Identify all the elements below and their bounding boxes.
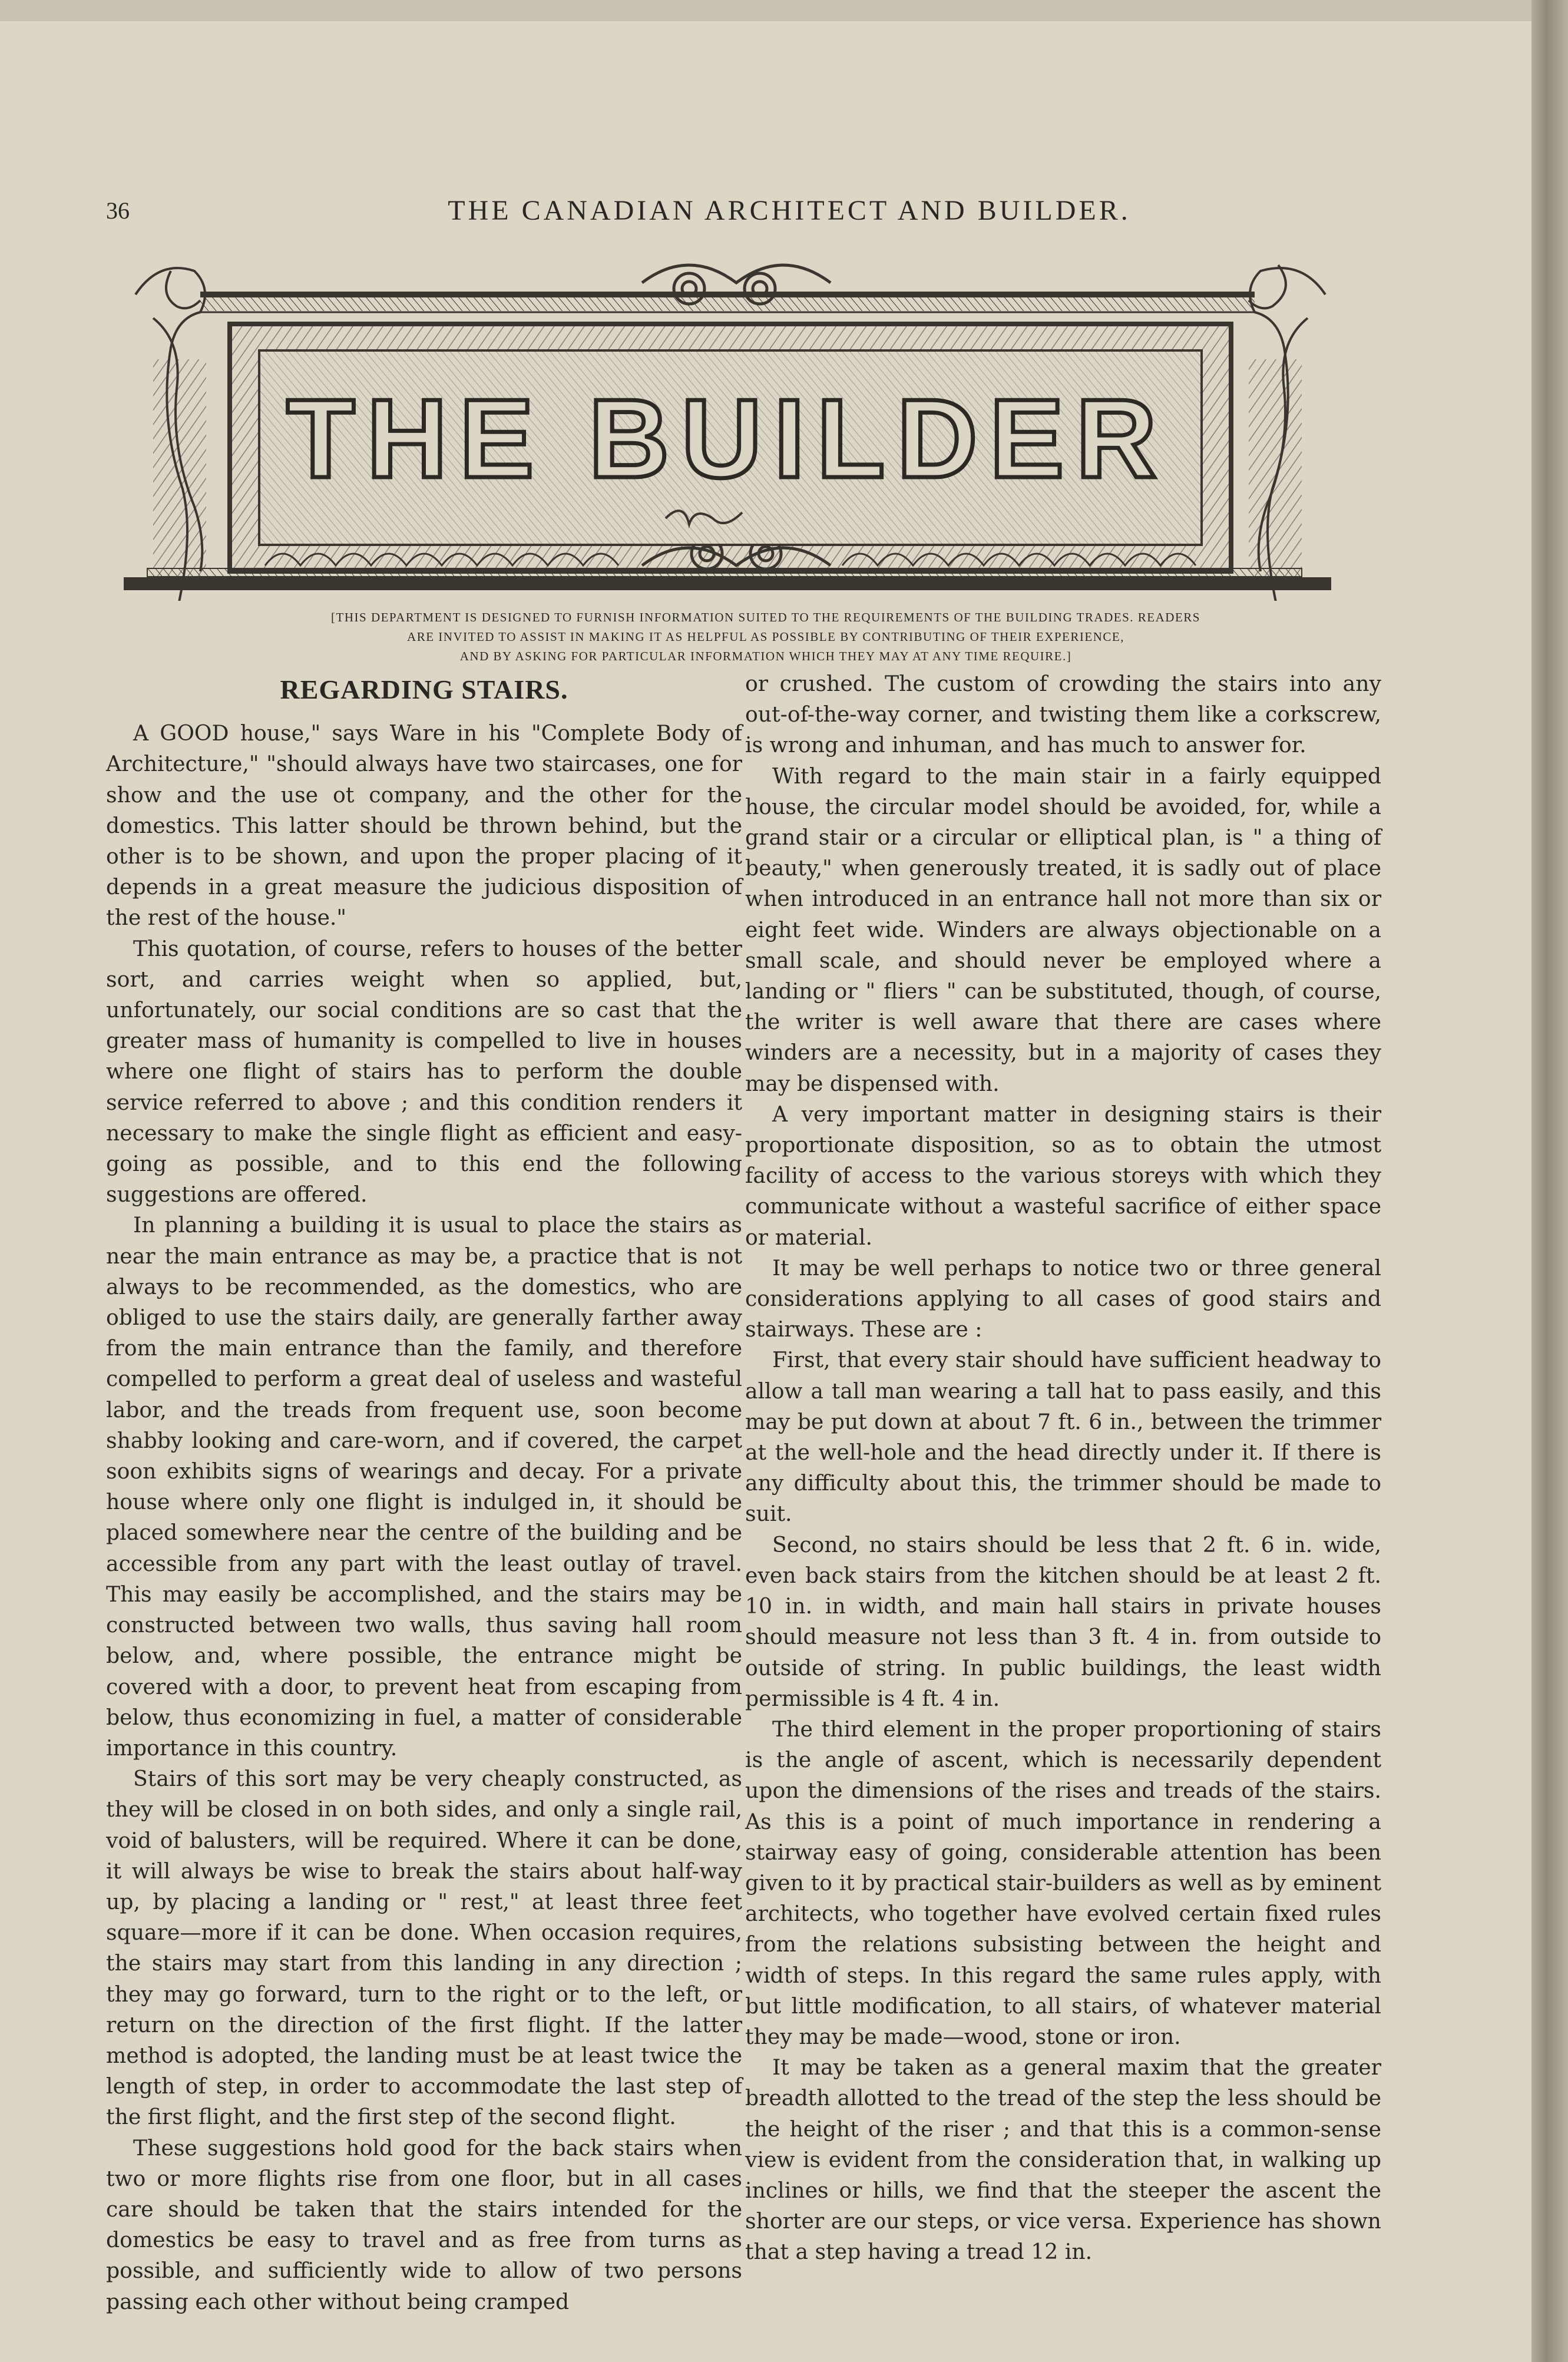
paragraph: In planning a building it is usual to place the stairs as near the main entrance as may be, a practice that is not always to be recommended, as the domestics, who are obliged to use the stairs daily, are generally farther away from the main entrance than the family, and therefore compelled to perform a great deal of useless and wasteful labor, and the treads from frequent use, soon become shabby looking and care-worn, and if covered, the carpet soon exhibits signs of wearings and decay. For a private house where only one flight is indulged in, it should be placed somewhere near the centre of the building and be accessible from any part with the least outlay of travel. This may easily be accomplished, and the stairs may be constructed between two walls, thus saving hall room below, and, where possible, the entrance might be covered with a door, to prevent heat from escaping from below, thus economizing in fuel, a matter of considerable importance in this country. xyxy=(106,1212,742,1761)
page-number: 36 xyxy=(106,197,130,224)
right-griffin-ornament xyxy=(1249,265,1325,601)
page-edge xyxy=(1531,0,1568,2362)
paragraph: A very important matter in designing stairs is their proportionate disposition, so as to obtain the utmost facility of access to the various storeys with which they communicate without a wasteful sacrifice of either space or material. xyxy=(745,1101,1381,1250)
paragraph: It may be well perhaps to notice two or three general considerations applying to all cases of good stairs and stairways. These are : xyxy=(745,1255,1381,1342)
banner-illustration xyxy=(112,224,1343,601)
department-note-line-1: [THIS DEPARTMENT IS DESIGNED TO FURNISH INFORMATION SUITED TO THE REQUIREMENTS OF THE BUILDING TRADES. READERS xyxy=(331,610,1200,624)
article-left-column xyxy=(106,669,742,2317)
paragraph: Second, no stairs should be less that 2 ft. 6 in. wide, even back stairs from the kitchen should be at least 2 ft. 10 in. in width, and main hall stairs in private houses should measure not less than 3 ft. 4 in. from outside to outside of string. In public buildings, the least width permissible is 4 ft. 4 in. xyxy=(745,1531,1381,1711)
paragraph: This quotation, of course, refers to houses of the better sort, and carries weight when so applied, but, unfortunately, our social conditions are so cast that the greater mass of humanity is compelled to live in houses where one flight of stairs has to perform the double service referred to above ; and this condition renders it necessary to make the single flight as efficient and easy-going as possible, and to this end the following suggestions are offered. xyxy=(106,935,742,1208)
paragraph-continued: or crushed. The custom of crowding the stairs into any out-of-the-way corner, and twisting them like a corkscrew, is wrong and inhuman, and has much to answer for. xyxy=(745,671,1381,758)
top-strip xyxy=(0,0,1568,21)
article-title: REGARDING STAIRS. xyxy=(280,674,568,704)
department-note-line-2: ARE INVITED TO ASSIST IN MAKING IT AS HELPFUL AS POSSIBLE BY CONTRIBUTING OF THEIR EXPERIENCE, xyxy=(407,630,1124,644)
department-note-line-3: AND BY ASKING FOR PARTICULAR INFORMATION WHICH THEY MAY AT ANY TIME REQUIRE.] xyxy=(459,649,1072,663)
paragraph: Stairs of this sort may be very cheaply constructed, as they will be closed in on both sides, and only a single rail, void of balusters, will be required. Where it can be done, it will always be wise to break the stairs about half-way up, by placing a landing or " rest," at least three feet square—more if it can be done. When occasion requires, the stairs may start from this landing in any direction ; they may go forward, turn to the right or to the left, or return on the direction of the first flight. If the latter method is adopted, the landing must be at least twice the length of step, in order to accommodate the last step of the first flight, and the first step of the second flight. xyxy=(106,1766,742,2130)
paragraph: The third element in the proper proportioning of stairs is the angle of ascent, which is necessarily dependent upon the dimensions of the rises and treads of the stairs. As this is a point of much importance in rendering a stairway easy of going, considerable attention has been given to it by practical stair-builders as well as by eminent architects, who together have evolved certain fixed rules from the relations subsisting between the height and width of steps. In this regard the same rules apply, with but little modification, to all stairs, of whatever material they may be made—wood, stone or iron. xyxy=(745,1716,1381,2049)
left-griffin-ornament xyxy=(135,268,206,601)
paragraph: First, that every stair should have sufficient headway to allow a tall man wearing a tall hat to pass easily, and this may be put down at about 7 ft. 6 in., between the trimmer at the well-hole and the head directly under it. If there is any difficulty about this, the trimmer should be made to suit. xyxy=(745,1347,1381,1527)
paragraph: It may be taken as a general maxim that the greater breadth allotted to the tread of the step the less should be the height of the riser ; and that this is a common-sense view is evident from the consideration that, in walking up inclines or hills, we find that the steeper the ascent the shorter are our steps, or vice versa. Experience has shown that a step having a tread 12 in. xyxy=(745,2055,1381,2265)
paragraph: With regard to the main stair in a fairly equipped house, the circular model should be avoided, for, while a grand stair or a circular or elliptical plan, is " a thing of beauty," when generously treated, it is sadly out of place when introduced in an entrance hall not more than six or eight feet wide. Winders are always objectionable on a small scale, and should never be employed where a landing or " fliers " can be substituted, though, of course, the writer is well aware that there are cases where winders are a necessity, but in a majority of cases they may be dispensed with. xyxy=(745,763,1381,1096)
journal-title: THE CANADIAN ARCHITECT AND BUILDER. xyxy=(448,195,1131,226)
paragraph: A GOOD house," says Ware in his "Complete Body of Architecture," "should always have two staircases, one for show and the use ot company, and the other for the domestics. This latter should be thrown behind, but the other is to be shown, and upon the proper placing of it depends in a great measure the judicious disposition of the rest of the house." xyxy=(106,720,742,931)
department-note xyxy=(224,608,1308,666)
banner-title: THE BUILDER xyxy=(286,376,1169,501)
builder-banner xyxy=(112,224,1343,601)
paragraph: These suggestions hold good for the back stairs when two or more flights rise from one floor, but in all cases care should be taken that the stairs intended for the domestics be easy to travel and as free from turns as possible, and sufficiently wide to allow of two persons passing each other without being cramped xyxy=(106,2135,742,2314)
banner-base-rail xyxy=(124,577,1331,590)
article-right-column xyxy=(745,669,1381,2268)
